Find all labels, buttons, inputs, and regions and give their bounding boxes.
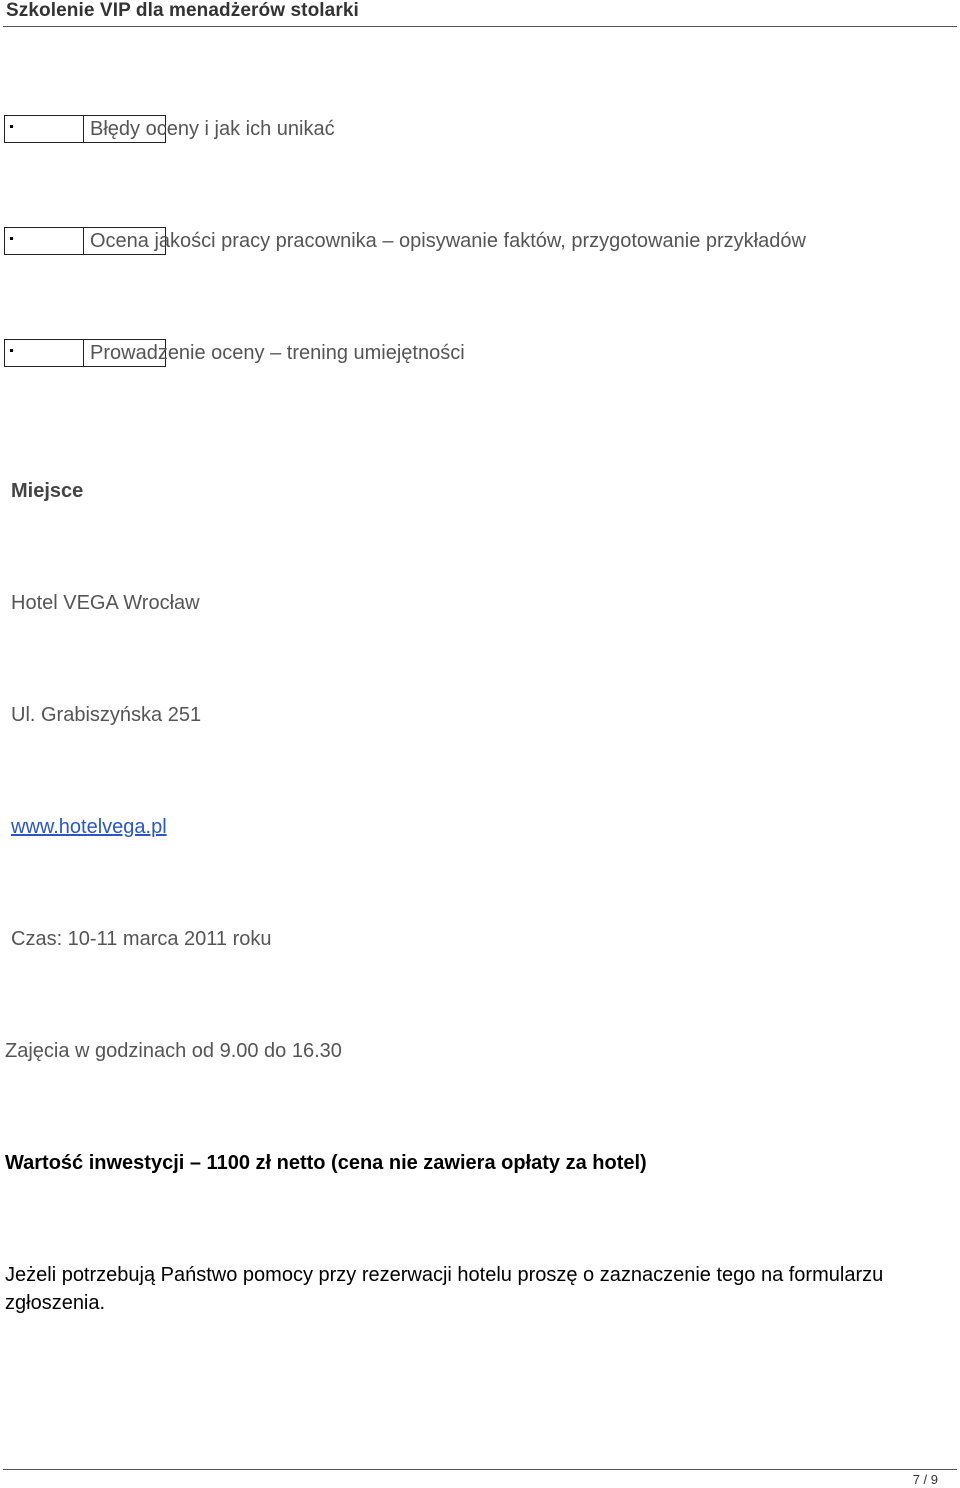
bullet-dot-icon bbox=[10, 237, 13, 240]
price-info: Wartość inwestycji – 1100 zł netto (cena nie zawiera opłaty za hotel) bbox=[5, 1152, 647, 1174]
venue-website-link[interactable]: www.hotelvega.pl bbox=[11, 816, 167, 838]
footer-divider bbox=[3, 1469, 957, 1470]
bullet-dot-icon bbox=[10, 349, 13, 352]
venue-heading: Miejsce bbox=[11, 480, 84, 502]
bullet-dot-icon bbox=[10, 125, 13, 128]
page-number: 7 / 9 bbox=[912, 1472, 938, 1487]
event-hours: Zajęcia w godzinach od 9.00 do 16.30 bbox=[5, 1040, 342, 1062]
bullet-item bbox=[4, 227, 944, 255]
venue-hotel: Hotel VEGA Wrocław bbox=[11, 592, 200, 614]
bullet-item bbox=[4, 339, 944, 367]
bullet-text: Ocena jakości pracy pracownika – opisywanie faktów, przygotowanie przykładów bbox=[90, 230, 806, 252]
bullet-text: Prowadzenie oceny – trening umiejętności bbox=[90, 342, 465, 364]
page-header-title: Szkolenie VIP dla menadżerów stolarki bbox=[6, 0, 359, 21]
header-divider bbox=[3, 26, 957, 27]
hotel-booking-note: Jeżeli potrzebują Państwo pomocy przy rezerwacji hotelu proszę o zaznaczenie tego na formularzu zgłoszenia. bbox=[5, 1264, 884, 1314]
bullet-item bbox=[4, 115, 944, 143]
event-dates: Czas: 10-11 marca 2011 roku bbox=[11, 928, 272, 950]
venue-street: Ul. Grabiszyńska 251 bbox=[11, 704, 202, 726]
bullet-text: Błędy oceny i jak ich unikać bbox=[90, 118, 335, 140]
